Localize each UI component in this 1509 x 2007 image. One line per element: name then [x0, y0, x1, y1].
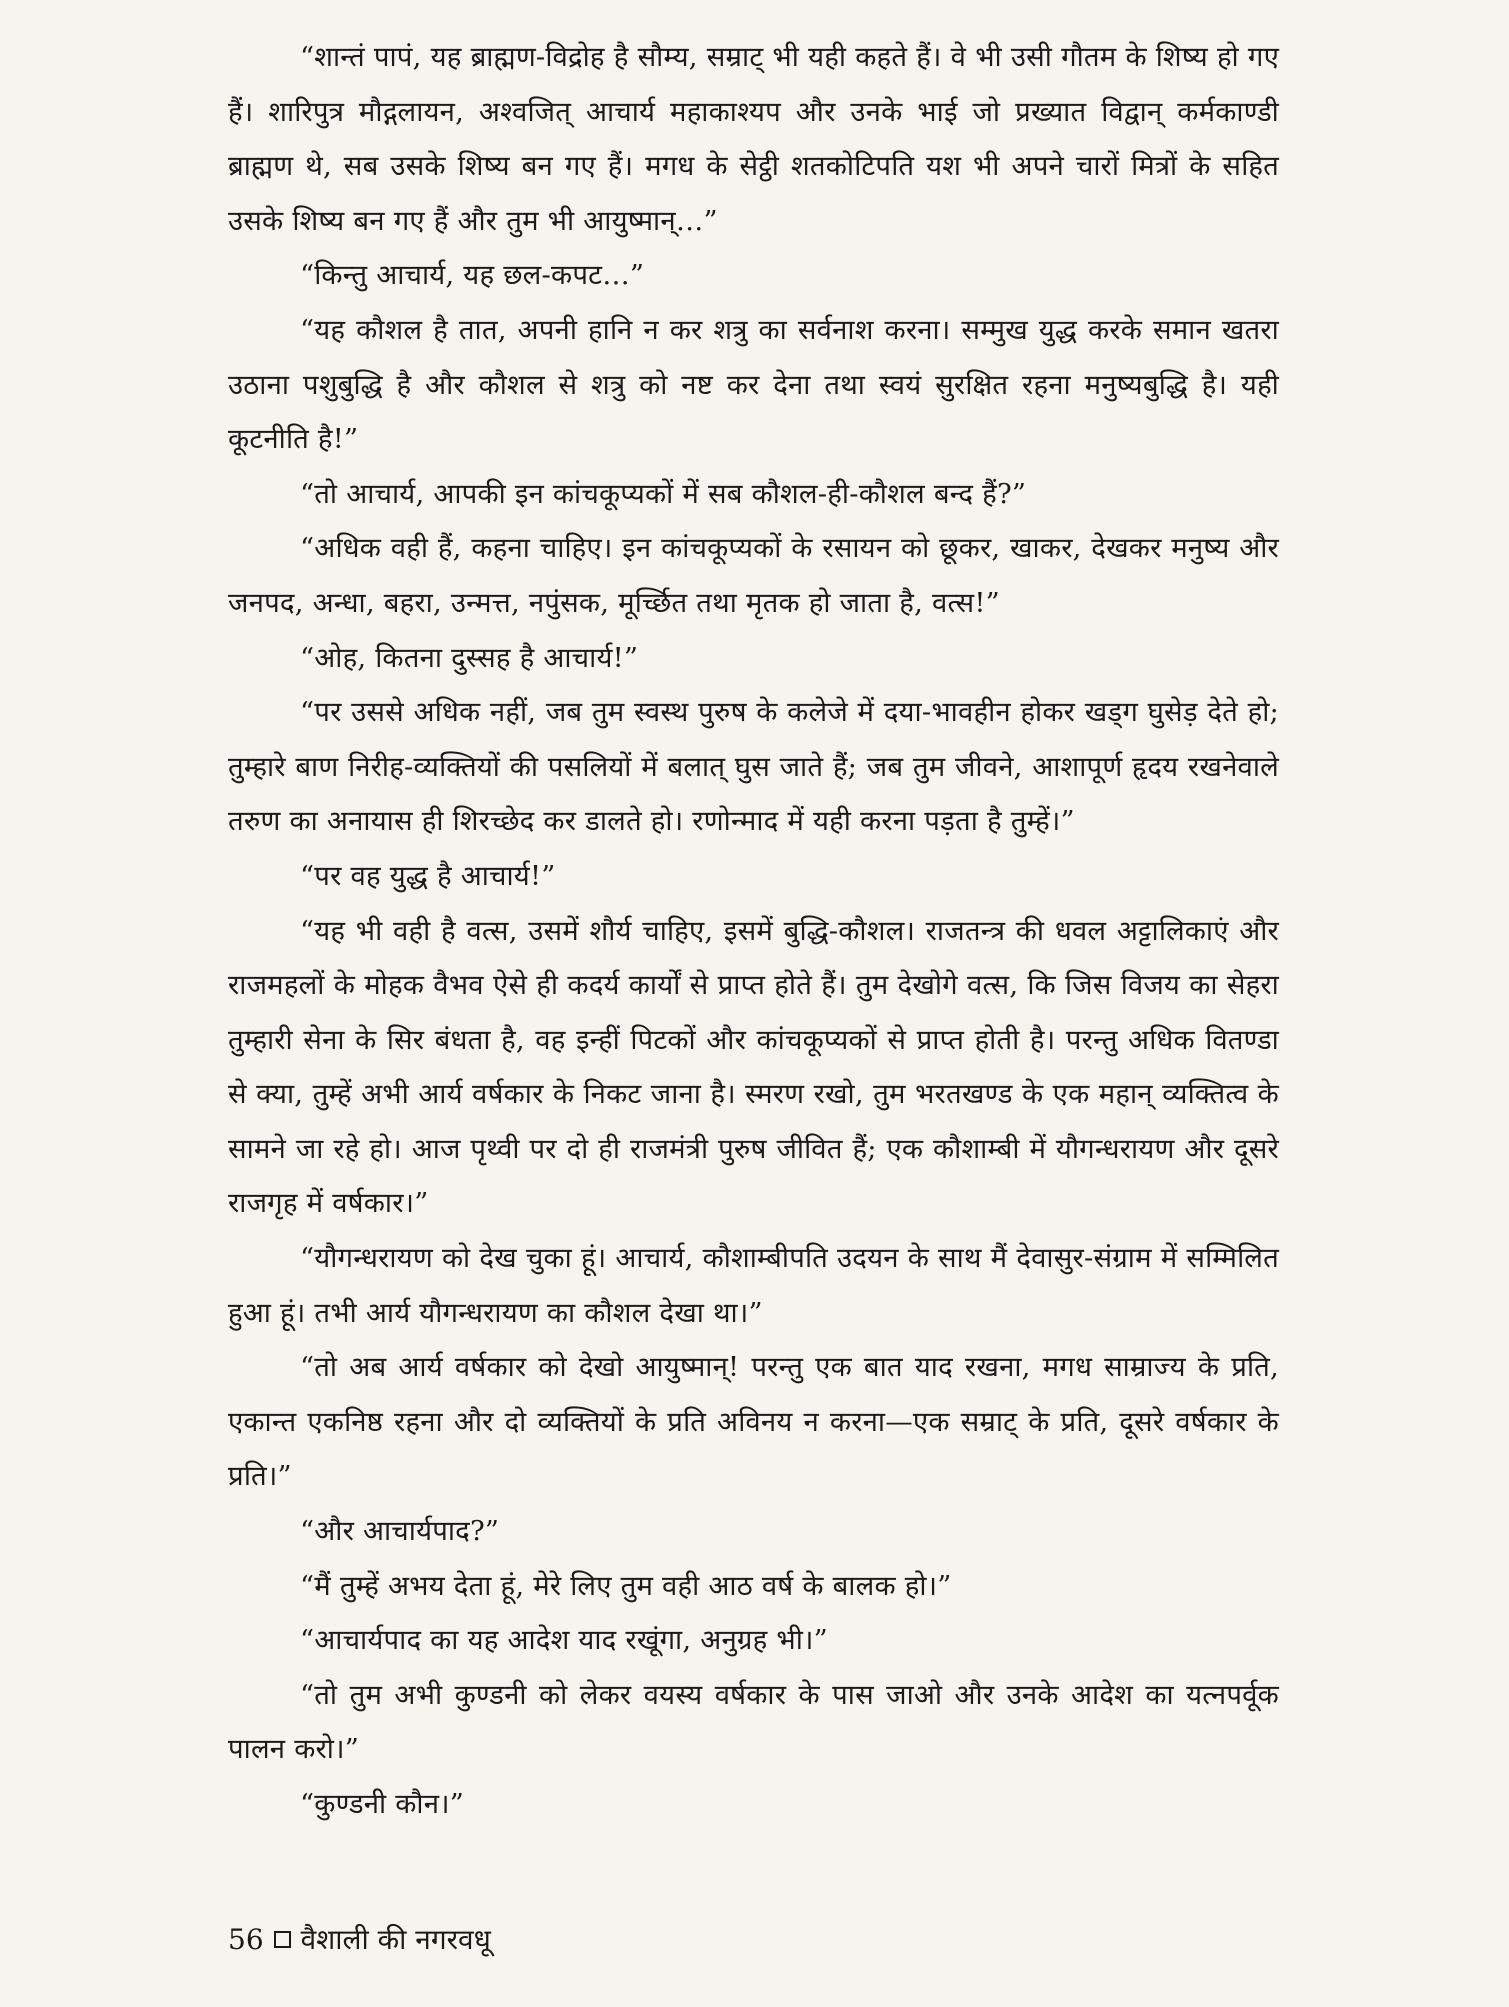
paragraph: “कुण्डनी कौन।”	[300, 1788, 465, 1820]
paragraph: “तो अब आर्य वर्षकार को देखो आयुष्मान्! परन्तु एक बात याद रखना, मगध साम्राज्य के प्रति, एकान्त एकनिष्ठ रहना और दो व्यक्तियों के प्रति अविनय न करना—एक सम्राट् के प्रति, दूसरे वर्षकार के प्रति।”	[228, 1351, 1279, 1493]
paragraph: “पर उससे अधिक नहीं, जब तुम स्वस्थ पुरुष के कलेजे में दया-भावहीन होकर खड्ग घुसेड़ देते हो; तुम्हारे बाण निरीह-व्यक्तियों की पसलियों में बलात् घुस जाते हैं; जब तुम जीवने, आशापूर्ण हृदय रखनेवाले तरुण का अनायास ही शिरच्छेद कर डालते हो। रणोन्माद में यही करना पड़ता है तुम्हें।”	[228, 696, 1279, 838]
page-footer	[228, 1920, 491, 1958]
book-title: वैशाली की नगरवधू	[300, 1923, 491, 1956]
paragraph: “और आचार्यपाद?”	[300, 1515, 500, 1548]
paragraph: “अधिक वही हैं, कहना चाहिए। इन कांचकूप्यकों के रसायन को छूकर, खाकर, देखकर मनुष्य और जनपद, अन्धा, बहरा, उन्मत्त, नपुंसक, मूर्च्छित तथा मृतक हो जाता है, वत्स!”	[228, 532, 1279, 619]
paragraph: “यह भी वही है वत्स, उसमें शौर्य चाहिए, इसमें बुद्धि-कौशल। राजतन्त्र की धवल अट्टालिकाएं और राजमहलों के मोहक वैभव ऐसे ही कदर्य कार्यों से प्राप्त होते हैं। तुम देखोगे वत्स, कि जिस विजय का सेहरा तुम्हारी सेना के सिर बंधता है, वह इन्हीं पिटकों और कांचकूप्यकों से प्राप्त होती है। परन्तु अधिक वितण्डा से क्या, तुम्हें अभी आर्य वर्षकार के निकट जाना है। स्मरण रखो, तुम भरतखण्ड के एक महान् व्यक्तित्व के सामने जा रहे हो। आज पृथ्वी पर दो ही राजमंत्री पुरुष जीवित हैं; एक कौशाम्बी में यौगन्धरायण और दूसरे राजगृह में वर्षकार।”	[228, 914, 1279, 1220]
paragraph: “पर वह युद्ध है आचार्य!”	[300, 859, 556, 892]
body-text	[228, 30, 1279, 1832]
paragraph: “यौगन्धरायण को देख चुका हूं। आचार्य, कौशाम्बीपति उदयन के साथ मैं देवासुर-संग्राम में सम्मिलित हुआ हूं। तभी आर्य यौगन्धरायण का कौशल देखा था।”	[228, 1242, 1279, 1329]
paragraph: “आचार्यपाद का यह आदेश याद रखूंगा, अनुग्रह भी।”	[300, 1624, 828, 1657]
paragraph: “तो आचार्य, आपकी इन कांचकूप्यकों में सब कौशल-ही-कौशल बन्द हैं?”	[300, 477, 1027, 510]
paragraph: “तो तुम अभी कुण्डनी को लेकर वयस्य वर्षकार के पास जाओ और उनके आदेश का यत्नपर्वूक पालन करो।”	[228, 1678, 1279, 1766]
square-ornament-icon	[274, 1931, 291, 1948]
paragraph: “यह कौशल है तात, अपनी हानि न कर शत्रु का सर्वनाश करना। सम्मुख युद्ध करके समान खतरा उठाना पशुबुद्धि है और कौशल से शत्रु को नष्ट कर देना तथा स्वयं सुरक्षित रहना मनुष्यबुद्धि है। यही कूटनीति है!”	[228, 313, 1279, 456]
page-number: 56	[228, 1922, 264, 1956]
paragraph: “ओह, कितना दुस्सह है आचार्य!”	[300, 641, 639, 674]
paragraph: “किन्तु आचार्य, यह छल-कपट…”	[300, 259, 645, 292]
paragraph: “शान्तं पापं, यह ब्राह्मण-विद्रोह है सौम्य, सम्राट् भी यही कहते हैं। वे भी उसी गौतम के शिष्य हो गए हैं। शारिपुत्र मौद्गलायन, अश्वजित् आचार्य महाकाश्यप और उनके भाई जो प्रख्यात विद्वान् कर्मकाण्डी ब्राह्मण थे, सब उसके शिष्य बन गए हैं। मगध के सेट्ठी शतकोटिपति यश भी अपने चारों मित्रों के सहित उसके शिष्य बन गए हैं और तुम भी आयुष्मान्…”	[228, 41, 1279, 237]
paragraph: “मैं तुम्हें अभय देता हूं, मेरे लिए तुम वही आठ वर्ष के बालक हो।”	[300, 1569, 952, 1602]
